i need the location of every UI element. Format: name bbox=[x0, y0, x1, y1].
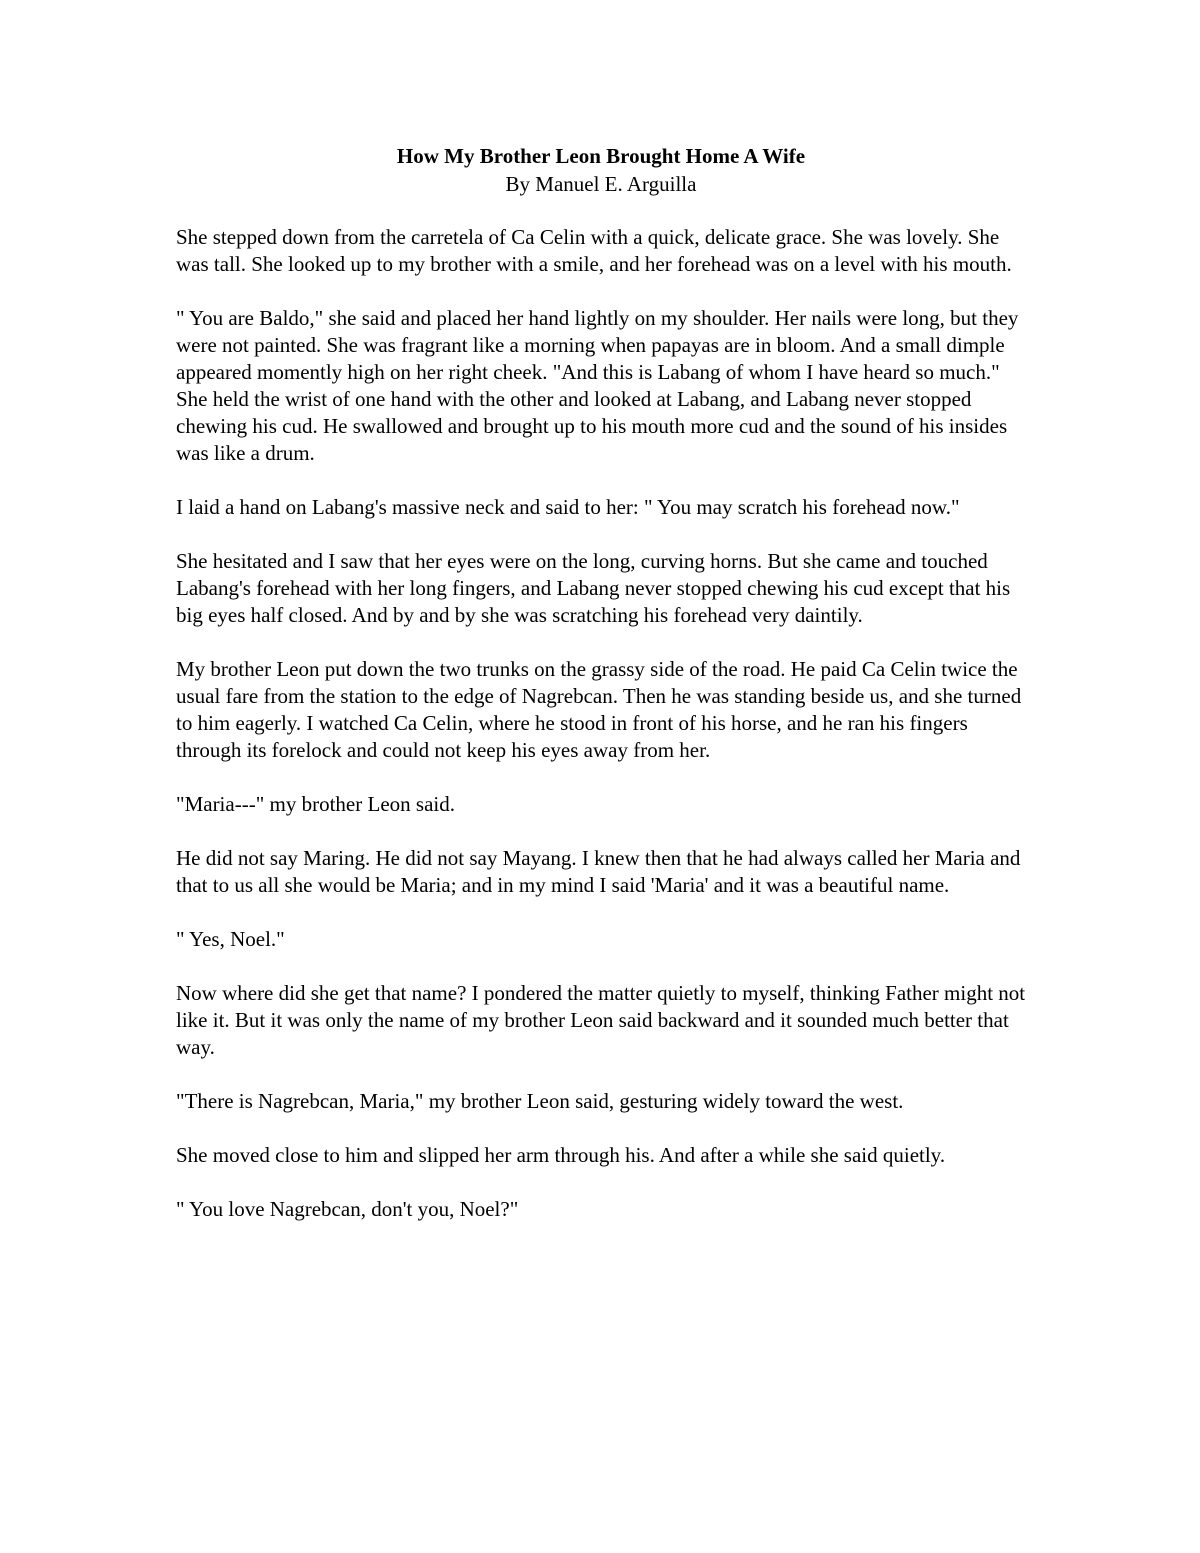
document-title: How My Brother Leon Brought Home A Wife bbox=[396, 144, 806, 168]
document-author: By Manuel E. Arguilla bbox=[505, 172, 697, 196]
paragraph-9: Now where did she get that name? I pondered the matter quietly to myself, thinking Father might not like it. But it was only the name of my brother Leon said backward and it sounded much better that way. bbox=[176, 981, 1026, 1059]
paragraph-7: He did not say Maring. He did not say Mayang. I knew then that he had always called her Maria and that to us all she would be Maria; and in my mind I said 'Maria' and it was a beautiful name. bbox=[176, 846, 1021, 897]
paragraph-12: " You love Nagrebcan, don't you, Noel?" bbox=[176, 1197, 519, 1221]
paragraph-11: She moved close to him and slipped her arm through his. And after a while she said quietly. bbox=[176, 1143, 946, 1167]
paragraph-5: My brother Leon put down the two trunks on the grassy side of the road. He paid Ca Celin twice the usual fare from the station to the edge of Nagrebcan. Then he was standing beside us, and she turned to him eagerly. I watched Ca Celin, where he stood in front of his horse, and he ran his fingers through its forelock and could not keep his eyes away from her. bbox=[176, 657, 1022, 762]
paragraph-10: "There is Nagrebcan, Maria," my brother Leon said, gesturing widely toward the west. bbox=[176, 1089, 904, 1113]
paragraph-3: I laid a hand on Labang's massive neck and said to her: " You may scratch his forehead now." bbox=[176, 495, 960, 519]
paragraph-2: " You are Baldo," she said and placed her hand lightly on my shoulder. Her nails were long, but they were not painted. She was fragrant like a morning when papayas are in bloom. And a small dimple appeared momently high on her right cheek. "And this is Labang of whom I have heard so much." She held the wrist of one hand with the other and looked at Labang, and Labang never stopped chewing his cud. He swallowed and brought up to his mouth more cud and the sound of his insides was like a drum. bbox=[176, 306, 1019, 465]
paragraph-4: She hesitated and I saw that her eyes were on the long, curving horns. But she came and touched Labang's forehead with her long fingers, and Labang never stopped chewing his cud except that his big eyes half closed. And by and by she was scratching his forehead very daintily. bbox=[176, 549, 1011, 627]
paragraph-8: " Yes, Noel." bbox=[176, 927, 285, 951]
paragraph-6: "Maria---" my brother Leon said. bbox=[176, 792, 455, 816]
paragraph-1: She stepped down from the carretela of Ca Celin with a quick, delicate grace. She was lovely. She was tall. She looked up to my brother with a smile, and her forehead was on a level with his mouth. bbox=[176, 225, 1012, 276]
document-body bbox=[176, 142, 1026, 1250]
